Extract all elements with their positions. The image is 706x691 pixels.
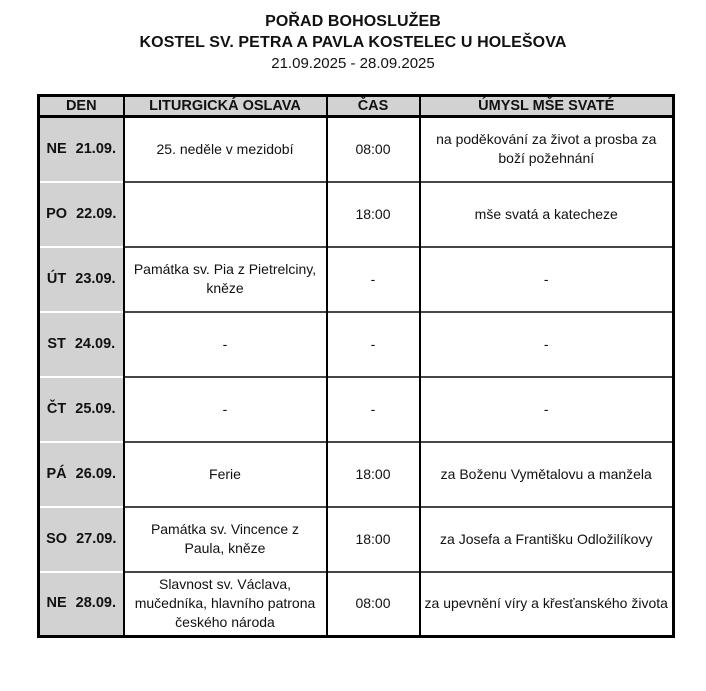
time-cell: - bbox=[327, 247, 420, 312]
day-abbr: NE bbox=[46, 595, 67, 612]
time-cell: 18:00 bbox=[327, 507, 420, 572]
liturgical-celebration-cell bbox=[124, 182, 327, 247]
liturgical-celebration-cell: Památka sv. Vincence z Paula, kněze bbox=[124, 507, 327, 572]
liturgical-celebration-cell: 25. neděle v mezidobí bbox=[124, 117, 327, 182]
day-abbr: NE bbox=[46, 140, 67, 157]
mass-schedule-table bbox=[37, 94, 675, 638]
header-day: DEN bbox=[39, 96, 124, 117]
day-date: 25.09. bbox=[75, 400, 116, 417]
intention-cell: za Josefa a Františku Odložilíkovy bbox=[420, 507, 674, 572]
day-date: 28.09. bbox=[75, 595, 116, 612]
day-date: 21.09. bbox=[75, 140, 116, 157]
day-abbr: PÁ bbox=[46, 465, 67, 482]
day-abbr: PO bbox=[46, 205, 68, 222]
table-row bbox=[39, 182, 674, 247]
time-cell: 18:00 bbox=[327, 442, 420, 507]
header-liturgical-celebration: LITURGICKÁ OSLAVA bbox=[124, 96, 327, 117]
time-cell: 18:00 bbox=[327, 182, 420, 247]
day-cell bbox=[39, 507, 124, 572]
liturgical-celebration-cell: - bbox=[124, 377, 327, 442]
day-label bbox=[44, 205, 119, 224]
document-header bbox=[0, 0, 706, 74]
day-label bbox=[44, 140, 119, 159]
day-date: 27.09. bbox=[76, 530, 117, 547]
day-cell bbox=[39, 247, 124, 312]
day-label bbox=[44, 594, 119, 613]
table-row bbox=[39, 247, 674, 312]
time-cell: 08:00 bbox=[327, 117, 420, 182]
day-abbr: ČT bbox=[46, 400, 67, 417]
day-date: 22.09. bbox=[76, 205, 117, 222]
table-row bbox=[39, 377, 674, 442]
day-label bbox=[44, 335, 119, 354]
table-row bbox=[39, 312, 674, 377]
table-row bbox=[39, 507, 674, 572]
time-cell: - bbox=[327, 312, 420, 377]
intention-cell: - bbox=[420, 377, 674, 442]
day-abbr: ÚT bbox=[46, 270, 67, 287]
day-label bbox=[44, 465, 119, 484]
table-row bbox=[39, 572, 674, 637]
day-label bbox=[44, 270, 119, 289]
day-cell bbox=[39, 377, 124, 442]
day-cell bbox=[39, 117, 124, 182]
page-title: POŘAD BOHOSLUŽEB bbox=[265, 13, 441, 30]
intention-cell: - bbox=[420, 312, 674, 377]
intention-cell: mše svatá a katecheze bbox=[420, 182, 674, 247]
liturgical-celebration-cell: Slavnost sv. Václava, mučedníka, hlavního patrona českého národa bbox=[124, 572, 327, 637]
day-date: 26.09. bbox=[75, 465, 116, 482]
day-abbr: ST bbox=[47, 335, 66, 352]
time-cell: 08:00 bbox=[327, 572, 420, 637]
day-cell bbox=[39, 182, 124, 247]
table-row bbox=[39, 117, 674, 182]
day-cell bbox=[39, 312, 124, 377]
day-date: 24.09. bbox=[74, 335, 116, 352]
day-label bbox=[44, 400, 119, 419]
table-header-row bbox=[39, 96, 674, 117]
day-date: 23.09. bbox=[75, 270, 116, 287]
day-label bbox=[44, 530, 119, 549]
day-cell bbox=[39, 572, 124, 637]
liturgical-celebration-cell: Památka sv. Pia z Pietrelciny, kněze bbox=[124, 247, 327, 312]
time-cell: - bbox=[327, 377, 420, 442]
intention-cell: - bbox=[420, 247, 674, 312]
day-cell bbox=[39, 442, 124, 507]
date-range: 21.09.2025 - 28.09.2025 bbox=[271, 55, 435, 72]
intention-cell: za Boženu Vymětalovu a manžela bbox=[420, 442, 674, 507]
day-abbr: SO bbox=[46, 530, 68, 547]
table-row bbox=[39, 442, 674, 507]
header-mass-intention: ÚMYSL MŠE SVATÉ bbox=[420, 96, 674, 117]
intention-cell: za upevnění víry a křesťanského života bbox=[420, 572, 674, 637]
header-time: ČAS bbox=[327, 96, 420, 117]
liturgical-celebration-cell: Ferie bbox=[124, 442, 327, 507]
liturgical-celebration-cell: - bbox=[124, 312, 327, 377]
page-subtitle: KOSTEL SV. PETRA A PAVLA KOSTELEC U HOLEŠOVA bbox=[139, 34, 567, 51]
intention-cell: na poděkování za život a prosba za boží požehnání bbox=[420, 117, 674, 182]
